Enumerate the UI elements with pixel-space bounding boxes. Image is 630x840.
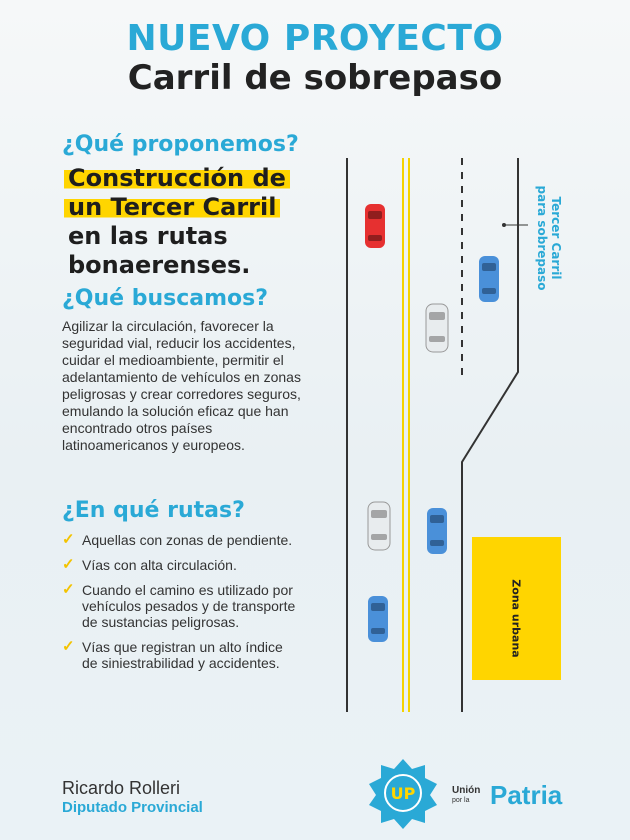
page-subtitle: Carril de sobrepaso bbox=[127, 58, 503, 98]
list-item: ✓ Aquellas con zonas de pendiente. bbox=[62, 531, 293, 548]
list-item: ✓ Cuando el camino es utilizado por vehículos pesados y de transporte de sustancias peligrosas. bbox=[62, 581, 296, 630]
check-icon: ✓ bbox=[62, 556, 75, 573]
author-role: Diputado Provincial bbox=[62, 799, 203, 816]
logo-union: Unión bbox=[452, 785, 481, 796]
logo-text-small bbox=[452, 786, 480, 806]
proposal-line-2: un Tercer Carril bbox=[64, 193, 280, 221]
lane-label: Tercer Carril para sobrepaso bbox=[535, 185, 563, 291]
list-item: ✓ Vías que registran un alto índice de siniestrabilidad y accidentes. bbox=[62, 638, 283, 671]
car-white-2 bbox=[368, 502, 390, 550]
logo-badge-text: UP bbox=[390, 784, 416, 803]
author-name: Ricardo Rolleri bbox=[62, 778, 181, 798]
proposal-line-4: bonaerenses. bbox=[68, 251, 251, 279]
car-blue-1 bbox=[479, 256, 499, 302]
car-blue-2 bbox=[427, 508, 447, 554]
list-item: ✓ Vías con alta circulación. bbox=[62, 556, 237, 573]
propose-heading: ¿Qué proponemos? bbox=[62, 132, 299, 157]
car-red bbox=[365, 204, 385, 248]
seek-heading: ¿Qué buscamos? bbox=[62, 286, 268, 311]
seek-body: Agilizar la circulación, favorecer la seguridad vial, reducir los accidentes, cuidar el medioambiente, permitir el adelantamiento de vehículos en zonas peligrosas y crear corredores seguros, emulando la solución eficaz que han encontrado otros países latinoamericanos y europeos. bbox=[62, 318, 301, 453]
proposal-line-1: Construcción de bbox=[64, 164, 290, 192]
urban-zone-label: Zona urbana bbox=[509, 579, 523, 658]
logo-text-patria: Patria bbox=[490, 780, 563, 810]
label-pointer-dot bbox=[502, 223, 506, 227]
logo-por-la: por la bbox=[452, 797, 470, 804]
proposal-line-3: en las rutas bbox=[68, 222, 228, 250]
check-icon: ✓ bbox=[62, 638, 75, 655]
car-blue-3 bbox=[368, 596, 388, 642]
routes-heading: ¿En qué rutas? bbox=[62, 498, 245, 523]
check-icon: ✓ bbox=[62, 581, 75, 598]
check-icon: ✓ bbox=[62, 531, 75, 548]
page-title: NUEVO PROYECTO bbox=[126, 18, 504, 59]
car-white-1 bbox=[426, 304, 448, 352]
